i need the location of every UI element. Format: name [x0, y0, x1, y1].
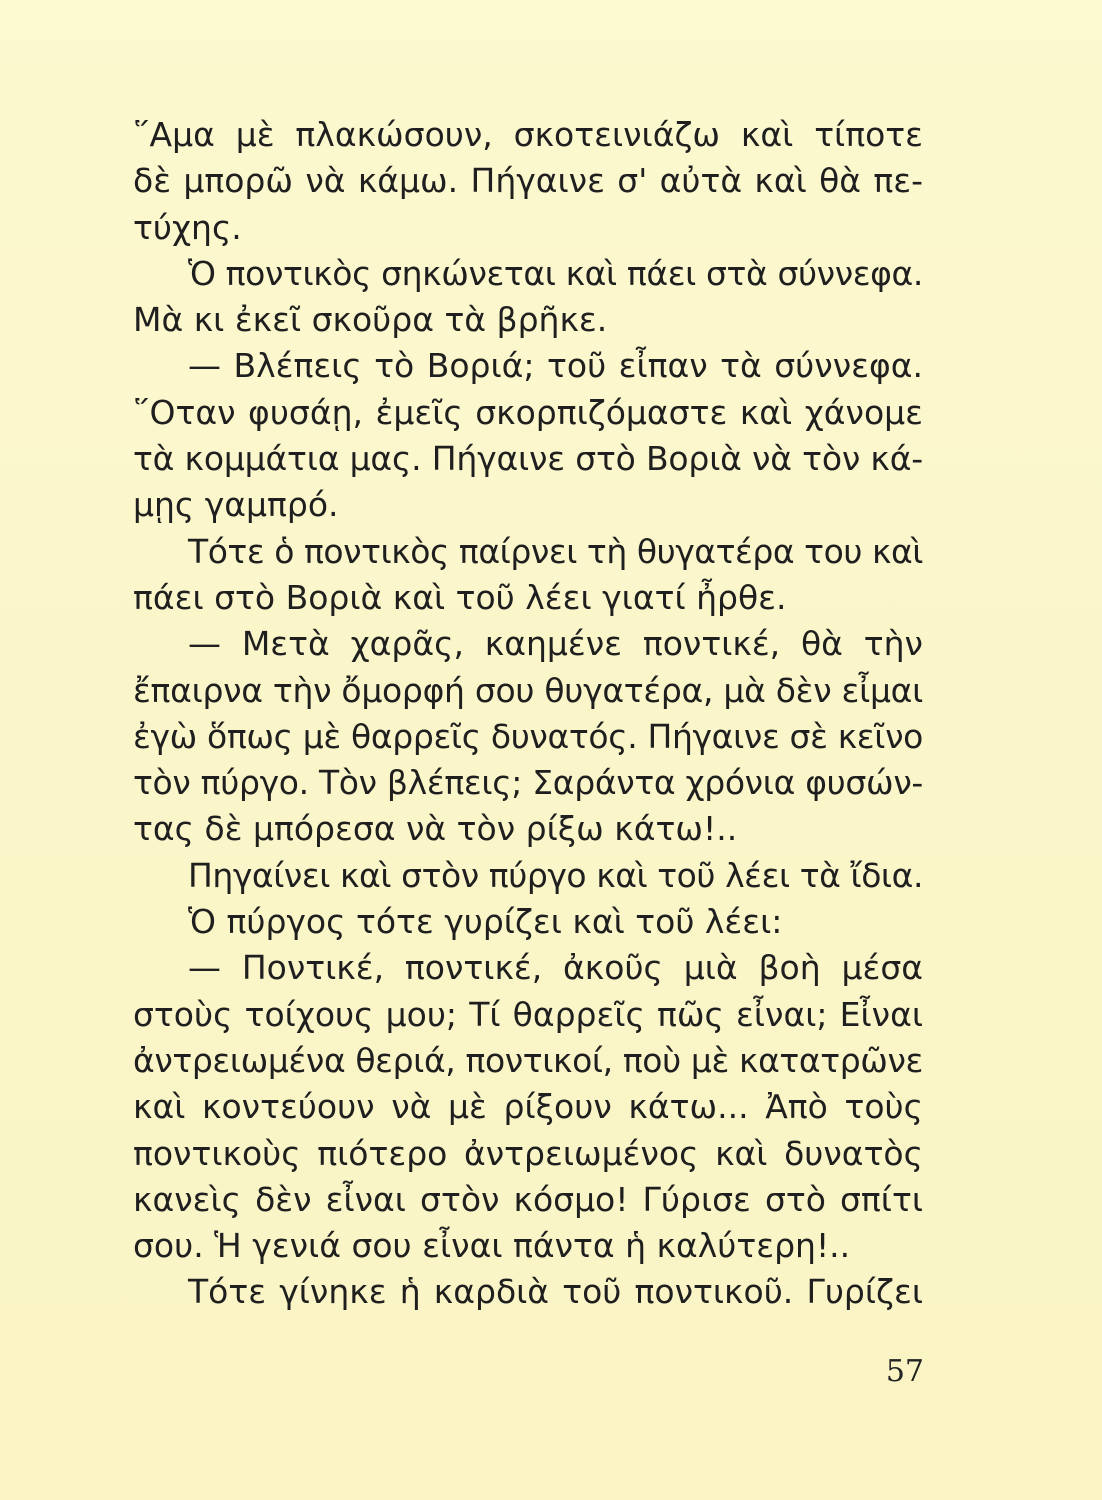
text-line: τας δὲ μπόρεσα νὰ τὸν ρίξω κάτω!.. [133, 809, 738, 849]
text-line: δὲ μπορῶ νὰ κάμω. Πήγαινε σ' αὐτὰ καὶ θὰ πε- [133, 161, 923, 201]
text-line: τύχης. [133, 207, 242, 247]
text-line: ἐγὼ ὅπως μὲ θαρρεῖς δυνατός. Πήγαινε σὲ κεῖνο [133, 716, 923, 756]
text-line: — Βλέπεις τὸ Βοριά; τοῦ εἶπαν τὰ σύννεφα. [188, 346, 923, 386]
text-line: Τότε ὁ ποντικὸς παίρνει τὴ θυγατέρα του καὶ [188, 531, 923, 571]
page-number: 57 [885, 1354, 924, 1389]
text-line: πάει στὸ Βοριὰ καὶ τοῦ λέει γιατί ἦρθε. [133, 577, 787, 617]
text-line: Πηγαίνει καὶ στὸν πύργο καὶ τοῦ λέει τὰ ἴδια. [188, 855, 923, 895]
text-line: ἀντρειωμένα θεριά, ποντικοί, ποὺ μὲ κατατρῶνε [133, 1040, 923, 1080]
text-line: ῞Αμα μὲ πλακώσουν, σκοτεινιάζω καὶ τίποτε [133, 115, 923, 154]
text-line: — Μετὰ χαρᾶς, καημένε ποντικέ, θὰ τὴν [188, 624, 923, 664]
text-line: Ὁ πύργος τότε γυρίζει καὶ τοῦ λέει: [188, 902, 783, 942]
text-line: τὰ κομμάτια μας. Πήγαινε στὸ Βοριὰ νὰ τὸν κά- [133, 439, 923, 479]
text-line: σου. Ἡ γενιά σου εἶναι πάντα ἡ καλύτερη!.. [133, 1226, 851, 1266]
text-line: ποντικοὺς πιότερο ἀντρειωμένος καὶ δυνατὸς [133, 1133, 923, 1173]
text-line: στοὺς τοίχους μου; Τί θαρρεῖς πῶς εἶναι; Εἶναι [133, 994, 923, 1034]
text-line: τὸν πύργο. Τὸν βλέπεις; Σαράντα χρόνια φυσών- [133, 763, 923, 803]
text-line: καὶ κοντεύουν νὰ μὲ ρίξουν κάτω... Ἀπὸ τοὺς [133, 1087, 923, 1127]
text-line: — Ποντικέ, ποντικέ, ἀκοῦς μιὰ βοὴ μέσα [188, 948, 923, 988]
text-line: Ὁ ποντικὸς σηκώνεται καὶ πάει στὰ σύννεφα. [188, 253, 923, 293]
text-line: ἔπαιρνα τὴν ὄμορφή σου θυγατέρα, μὰ δὲν εἶμαι [133, 670, 923, 710]
text-line: κανεὶς δὲν εἶναι στὸν κόσμο! Γύρισε στὸ σπίτι [133, 1179, 923, 1219]
body-text [133, 112, 923, 1316]
text-line: Τότε γίνηκε ἡ καρδιὰ τοῦ ποντικοῦ. Γυρίζει [188, 1272, 923, 1312]
text-line: Μὰ κι ἐκεῖ σκοῦρα τὰ βρῆκε. [133, 300, 608, 340]
text-line: μῃς γαμπρό. [133, 485, 339, 525]
text-line: ῞Οταν φυσάῃ, ἐμεῖς σκορπιζόμαστε καὶ χάνομε [133, 392, 923, 432]
